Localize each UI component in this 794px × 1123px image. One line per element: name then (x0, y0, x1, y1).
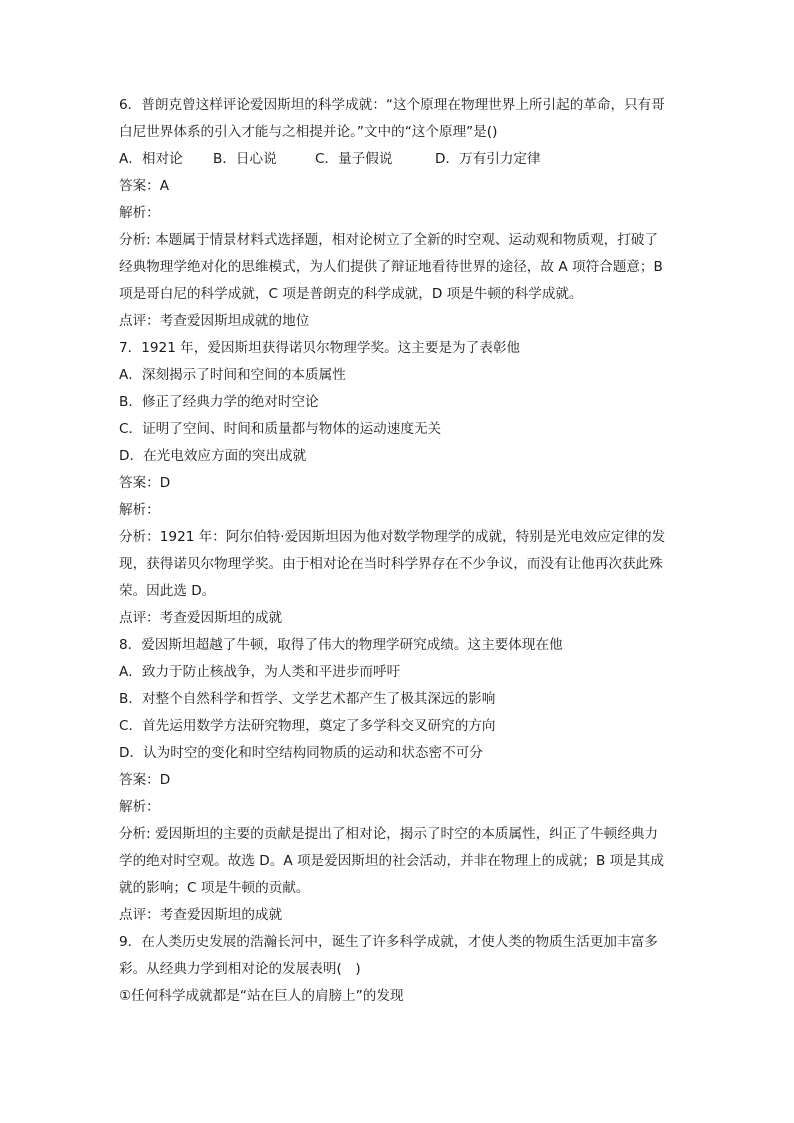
q8-option-b: B．对整个自然科学和哲学、文学艺术都产生了极其深远的影响 (119, 691, 496, 707)
q8-analysis-line-1: 分析: 爱因斯坦的主要的贡献是提出了相对论，揭示了时空的本质属性，纠正了牛顿经典力 (119, 826, 659, 842)
q8-option-c: C．首先运用数学方法研究物理，奠定了多学科交叉研究的方向 (119, 718, 496, 734)
q7-analysis-line-3: 荣。因此选 D。 (119, 583, 216, 599)
q6-stem-line-2: 白尼世界体系的引入才能与之相提并论。”文中的“这个原理”是() (119, 124, 498, 140)
page-content (119, 92, 679, 1010)
question-7 (119, 335, 679, 632)
q7-analysis-line-2: 现，获得诺贝尔物理学奖。由于相对论在当时科学界存在不少争议，而没有让他再次获此殊 (119, 556, 663, 572)
q6-stem-line-1: 6．普朗克曾这样评论爱因斯坦的科学成就：“这个原理在物理世界上所引起的革命，只有哥 (119, 97, 665, 113)
q8-option-d: D．认为时空的变化和时空结构同物质的运动和状态密不可分 (119, 745, 483, 761)
q6-option-b: B．日心说 (213, 151, 277, 167)
q8-explain-label: 解析： (119, 799, 160, 815)
q8-analysis-line-2: 学的绝对时空观。故选 D。A 项是爱因斯坦的社会活动，并非在物理上的成就；B 项是其成 (119, 853, 665, 869)
q7-comment: 点评：考查爱因斯坦的成就 (119, 610, 283, 626)
q8-option-a: A．致力于防止核战争，为人类和平进步而呼吁 (119, 664, 401, 680)
q7-explain-label: 解析： (119, 502, 160, 518)
q6-option-c: C．量子假说 (315, 151, 393, 167)
q6-option-a: A．相对论 (119, 151, 183, 167)
q7-option-c: C．证明了空间、时间和质量都与物体的运动速度无关 (119, 421, 442, 437)
q7-option-a: A．深刻揭示了时间和空间的本质属性 (119, 367, 346, 383)
q8-comment: 点评：考查爱因斯坦的成就 (119, 907, 283, 923)
q9-item-1: ①任何科学成就都是“站在巨人的肩膀上”的发现 (119, 988, 404, 1004)
q8-answer: 答案：D (119, 772, 171, 788)
q6-explain-label: 解析： (119, 205, 160, 221)
q6-analysis-line-3: 项是哥白尼的科学成就，C 项是普朗克的科学成就，D 项是牛顿的科学成就。 (119, 286, 583, 302)
q7-analysis-line-1: 分析：1921 年：阿尔伯特·爱因斯坦因为他对数学物理学的成就，特别是光电效应定律的发 (119, 529, 666, 545)
question-6 (119, 92, 679, 335)
q7-stem: 7．1921 年，爱因斯坦获得诺贝尔物理学奖。这主要是为了表彰他 (119, 340, 521, 356)
q6-option-d: D．万有引力定律 (435, 151, 541, 167)
q8-stem: 8．爱因斯坦超越了牛顿，取得了伟大的物理学研究成绩。这主要体现在他 (119, 637, 563, 653)
q9-stem-line-2: 彩。从经典力学到相对论的发展表明( ) (119, 961, 361, 977)
q6-options (119, 146, 679, 173)
q6-analysis-line-2: 经典物理学绝对化的思维模式，为人们提供了辩证地看待世界的途径，故 A 项符合题意；B (119, 259, 663, 275)
q9-stem-line-1: 9．在人类历史发展的浩瀚长河中，诞生了许多科学成就，才使人类的物质生活更加丰富多 (119, 934, 658, 950)
question-8 (119, 632, 679, 929)
q7-answer: 答案：D (119, 475, 171, 491)
q6-analysis-line-1: 分析: 本题属于情景材料式选择题，相对论树立了全新的时空观、运动观和物质观，打破了 (119, 232, 659, 248)
q6-answer: 答案：A (119, 178, 170, 194)
q7-option-d: D．在光电效应方面的突出成就 (119, 448, 307, 464)
q8-analysis-line-3: 就的影响；C 项是牛顿的贡献。 (119, 880, 310, 896)
q6-comment: 点评：考查爱因斯坦成就的地位 (119, 313, 310, 329)
q7-option-b: B．修正了经典力学的绝对时空论 (119, 394, 319, 410)
question-9 (119, 929, 679, 1010)
